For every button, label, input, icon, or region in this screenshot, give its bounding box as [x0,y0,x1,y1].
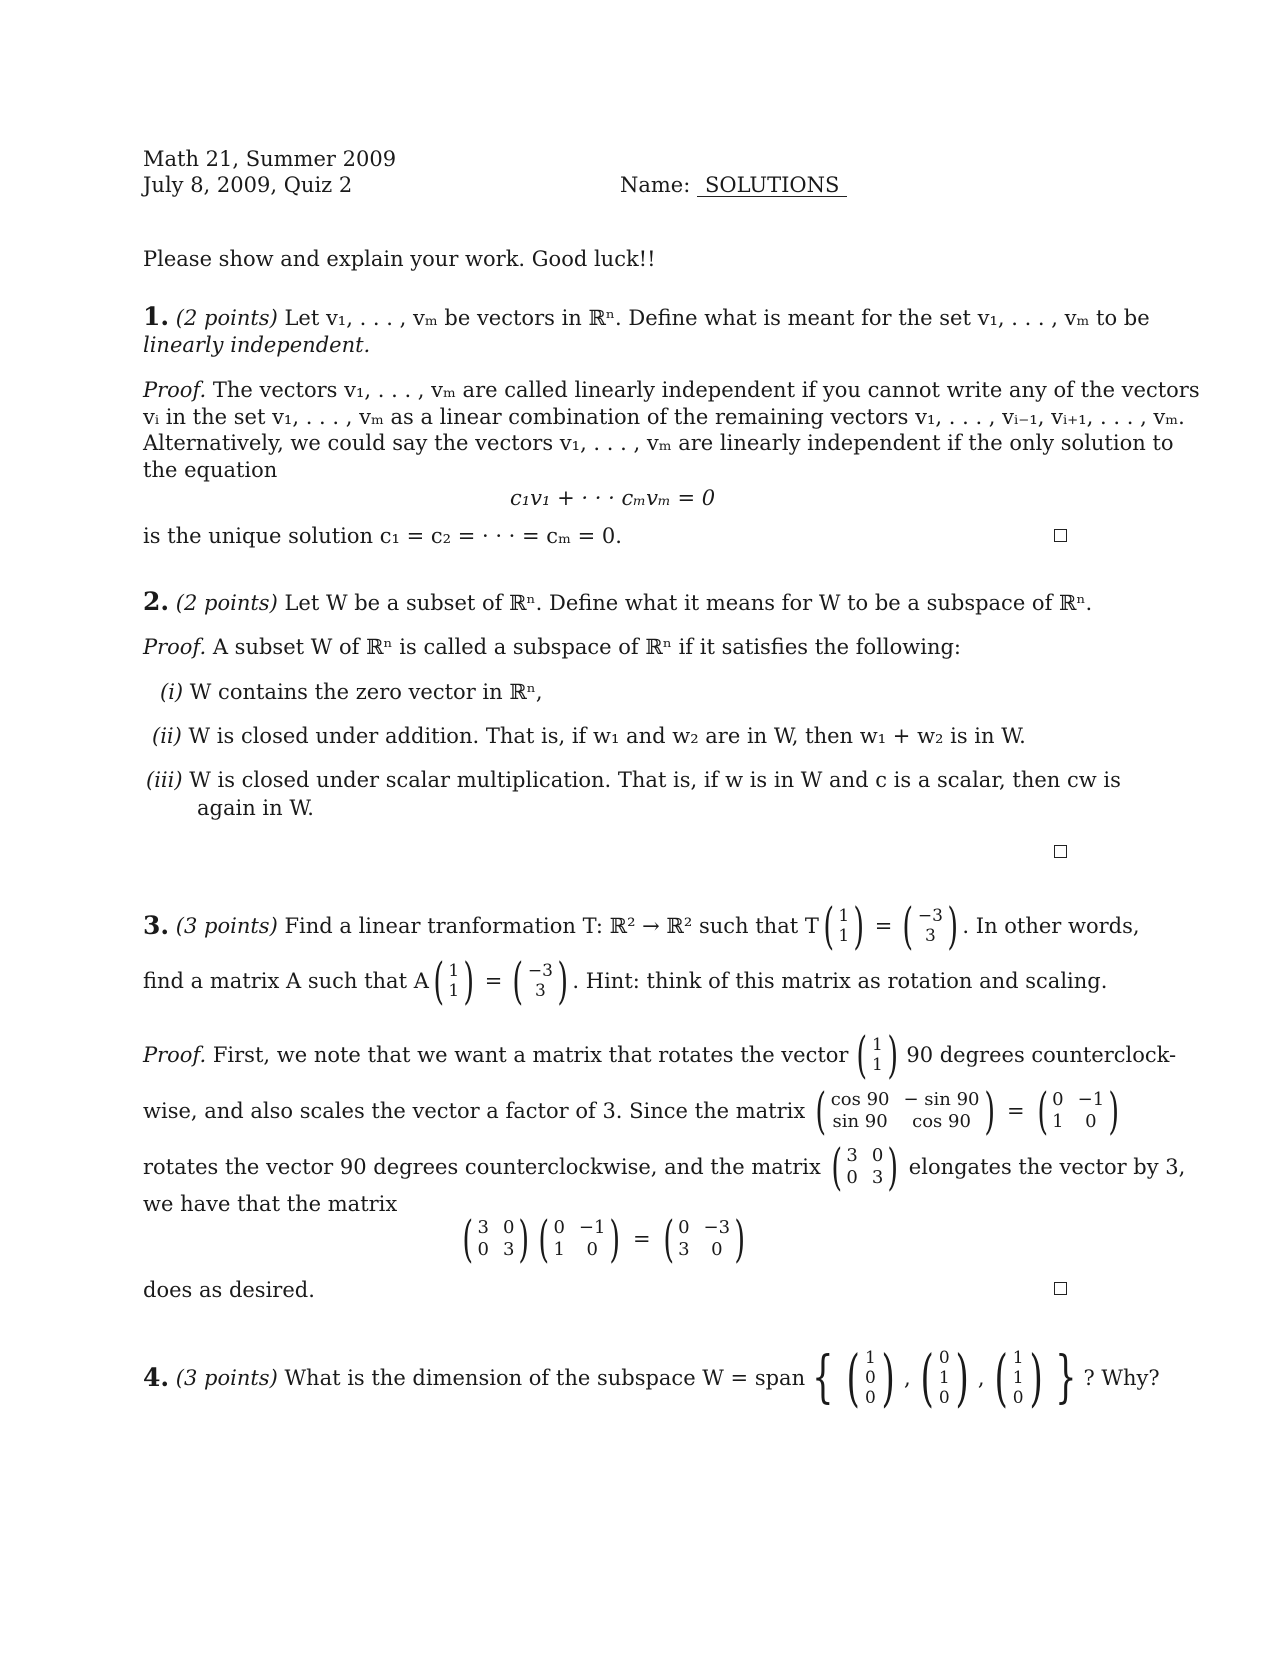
vec-entry: 3 [534,981,546,1001]
rotation-matrix-numeric: ( 0 −1 1 0 ) [1037,1082,1120,1140]
name-value: SOLUTIONS [697,174,847,197]
q2-item-3 [146,767,1121,793]
vec-entry: 1 [838,906,850,926]
q3-qed-icon [1054,1282,1067,1295]
matrix-entry: 0 [553,1217,565,1238]
matrix-entry: 3 [678,1239,690,1260]
vec-entry: −3 [917,906,943,926]
vec-entry: 1 [938,1368,950,1388]
vec-entry: 0 [938,1348,950,1368]
q3-prompt-line-1 [143,896,1140,956]
q4-prompt-end: ? Why? [1083,1366,1160,1390]
equals: = [874,914,893,938]
q2-item-2-label: (ii) [152,724,182,748]
equals: = [1007,1099,1025,1123]
matrix-entry: 3 [502,1239,515,1260]
q2-item-1-label: (i) [160,680,184,704]
matrix-entry: −1 [1077,1089,1105,1110]
vec-entry: 0 [864,1368,876,1388]
q3-product-equation [458,1209,750,1269]
q1-prompt-text: Let v₁, . . . , vₘ be vectors in ℝⁿ. Define what is meant for the set v₁, . . . , vₘ to be [284,306,1150,330]
q2-item-3-cont: again in W. [197,796,314,820]
q4-prompt [143,1340,1160,1416]
q1-proof-line-2: vᵢ in the set v₁, . . . , vₘ as a linear combination of the remaining vectors v₁, . . . , vᵢ₋₁, vᵢ₊₁, . . . , vₘ. [143,405,1185,429]
span-vector-2: ( 0 1 0 ) [920,1341,969,1414]
q3-proof-line-4: we have that the matrix [143,1192,398,1216]
q3-number: 3. [143,911,170,940]
matrix-entry: 1 [553,1239,565,1260]
matrix-entry: 3 [477,1217,489,1238]
rotation-matrix-symbolic: ( cos 90 − sin 90 sin 90 cos 90 ) [815,1082,995,1140]
matrix-entry: 3 [871,1167,884,1188]
q1-proof-line-1 [143,377,1200,403]
vec-entry: 1 [1012,1368,1024,1388]
scaling-matrix: ( 3 0 0 3 ) [831,1138,899,1196]
matrix-entry: 0 [711,1239,723,1260]
vec-entry: 1 [448,961,460,981]
q2-item-1 [160,679,543,705]
q1-prompt-cont: linearly independent. [143,333,371,357]
name-label: Name: [620,173,691,197]
vec-entry: 0 [864,1388,876,1408]
name-line [620,172,847,198]
q3-proof-label: Proof. [143,1043,207,1067]
instructions: Please show and explain your work. Good luck!! [143,247,656,271]
course-title: Math 21, Summer 2009 [143,147,397,171]
q4-number: 4. [143,1363,170,1392]
matrix-entry: 0 [846,1167,858,1188]
q2-points: (2 points) [175,591,278,615]
vec-entry: −3 [527,961,553,981]
product-rotation-matrix: ( 0 −1 1 0 ) [538,1210,621,1268]
vec-entry: 1 [448,981,460,1001]
q3-proof-line-5: does as desired. [143,1278,315,1302]
q1-proof-text-1: The vectors v₁, . . . , vₘ are called linearly independent if you cannot write any of the vectors [212,378,1200,402]
vec-entry: 1 [1012,1348,1024,1368]
matrix-entry: 0 [1085,1111,1097,1132]
q3-proof-vector: ( 1 1 ) [856,1026,898,1084]
q3-proof-line-1 [143,1025,1176,1085]
q3-proof-text-1-end: 90 degrees counterclock- [906,1043,1177,1067]
q1-proof-line-5: is the unique solution c₁ = c₂ = · · · = cₘ = 0. [143,524,622,548]
vec-entry: 1 [872,1035,883,1055]
q3-hint: . Hint: think of this matrix as rotation and scaling. [572,969,1108,993]
matrix-entry: 3 [846,1145,858,1166]
q2-item-3-text: W is closed under scalar multiplication. That is, if w is in W and c is a scalar, then cw is [189,768,1121,792]
matrix-entry: − sin 90 [903,1089,980,1110]
q3-output-vector: ( −3 3 ) [902,897,959,955]
q2-number: 2. [143,587,170,616]
q3-points: (3 points) [175,914,278,938]
right-brace: } [1054,1345,1077,1410]
vec-entry: 1 [864,1348,876,1368]
separator: , [977,1366,985,1390]
q1-points: (2 points) [175,306,278,330]
matrix-entry: 0 [871,1145,884,1166]
q1-qed-icon [1054,529,1067,542]
vec-entry: 1 [872,1055,883,1075]
q2-proof-intro-text: A subset W of ℝⁿ is called a subspace of ℝⁿ if it satisfies the following: [212,635,961,659]
q3-proof-line-3 [143,1137,1185,1197]
q3-prompt-line-2 [143,951,1107,1011]
product-result-matrix: ( 0 −3 3 0 ) [662,1210,746,1268]
matrix-entry: 0 [586,1239,598,1260]
q2-item-2 [152,723,1026,749]
vec-entry: 0 [938,1388,950,1408]
q1-proof-label: Proof. [143,378,207,402]
q3-prompt-text-1: Find a linear tranformation T: ℝ² → ℝ² such that T [284,914,819,938]
q3-proof-text-3: rotates the vector 90 degrees counterclockwise, and the matrix [143,1155,821,1179]
q3-output-vector-2: ( −3 3 ) [512,952,569,1010]
q4-prompt-text: What is the dimension of the subspace W = span [284,1366,806,1390]
q1-number: 1. [143,302,170,331]
q3-proof-text-3-end: elongates the vector by 3, [908,1155,1186,1179]
q2-item-2-text: W is closed under addition. That is, if w₁ and w₂ are in W, then w₁ + w₂ is in W. [188,724,1026,748]
matrix-entry: 0 [1052,1089,1064,1110]
q1-proof-line-4: the equation [143,458,278,482]
vec-entry: 0 [1012,1388,1024,1408]
q3-proof-text-1: First, we note that we want a matrix that rotates the vector [212,1043,849,1067]
matrix-entry: 0 [678,1217,690,1238]
q1-prompt [143,304,1150,331]
matrix-entry: cos 90 [912,1111,971,1132]
span-vector-3: ( 1 1 0 ) [994,1341,1043,1414]
q2-item-3-label: (iii) [146,768,183,792]
q4-points: (3 points) [175,1366,278,1390]
product-scale-matrix: ( 3 0 0 3 ) [462,1210,530,1268]
matrix-entry: cos 90 [830,1089,890,1110]
left-brace: { [812,1345,834,1410]
q3-proof-line-2 [143,1081,1124,1141]
q3-prompt-text-2: find a matrix A such that A [143,969,429,993]
matrix-entry: 0 [502,1217,515,1238]
matrix-entry: −1 [578,1217,606,1238]
matrix-entry: sin 90 [832,1111,888,1132]
q3-input-vector-2: ( 1 1 ) [433,952,475,1010]
q2-prompt [143,589,1092,616]
matrix-entry: 1 [1052,1111,1064,1132]
q1-proof-line-3: Alternatively, we could say the vectors v₁, . . . , vₘ are linearly independent if the only solution to [143,431,1174,455]
q3-prompt-text-1-end: . In other words, [962,914,1140,938]
q2-proof-label: Proof. [143,635,207,659]
quiz-date: July 8, 2009, Quiz 2 [143,173,353,197]
q3-proof-text-2: wise, and also scales the vector a factor of 3. Since the matrix [143,1099,806,1123]
q1-equation: c₁v₁ + · · · cₘvₘ = 0 [510,486,716,510]
equals: = [632,1227,651,1251]
matrix-entry: −3 [703,1217,731,1238]
q2-item-1-text: W contains the zero vector in ℝⁿ, [189,680,543,704]
q3-input-vector: ( 1 1 ) [823,897,865,955]
q2-proof-intro [143,634,961,660]
vec-entry: 1 [838,926,850,946]
vec-entry: 3 [924,926,936,946]
q2-prompt-text: Let W be a subset of ℝⁿ. Define what it means for W to be a subspace of ℝⁿ. [284,591,1093,615]
q2-qed-icon [1054,845,1067,858]
span-vector-1: ( 1 0 0 ) [846,1341,895,1414]
separator: , [903,1366,911,1390]
equals: = [484,969,503,993]
matrix-entry: 0 [477,1239,489,1260]
